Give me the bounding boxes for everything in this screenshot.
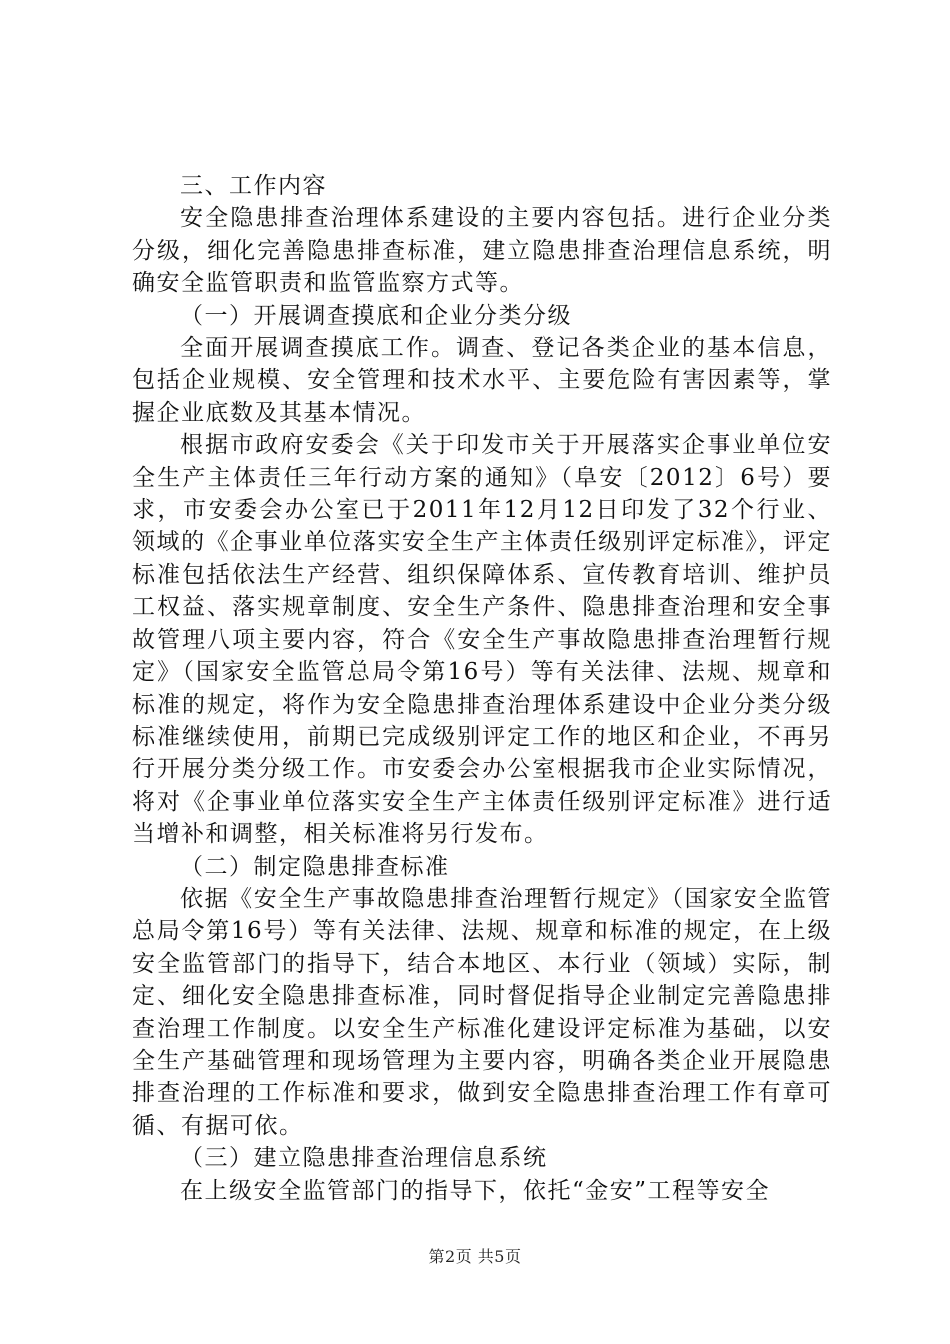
subheading-survey-classification: （一）开展调查摸底和企业分类分级	[180, 302, 572, 329]
paragraph-survey: 全面开展调查摸底工作。调查、登记各类企业的基本信息，包括企业规模、安全管理和技术水平、主要危险有害因素等，掌握企业底数及其基本情况。	[132, 335, 832, 426]
section-heading-work-content: 三、工作内容	[180, 173, 327, 199]
paragraph-hazard-standard: 依据《安全生产事故隐患排查治理暂行规定》（国家安全监管总局令第16号）等有关法律、法规、规章和标准的规定，在上级安全监管部门的指导下，结合本地区、本行业（领域）实际，制定、细化安全隐患排查标准，同时督促指导企业制定完善隐患排查治理工作制度。以安全生产标准化建设评定标准为基础，以安全生产基础管理和现场管理为主要内容，明确各类企业开展隐患排查治理的工作标准和要求，做到安全隐患排查治理工作有章可循、有据可依。	[132, 885, 832, 1139]
page-number-footer: 第2页 共5页	[428, 1247, 522, 1266]
subheading-info-system: （三）建立隐患排查治理信息系统	[180, 1145, 548, 1172]
subheading-hazard-standard: （二）制定隐患排查标准	[180, 853, 450, 880]
paragraph-info-system: 在上级安全监管部门的指导下，依托“金安”工程等安全	[180, 1177, 771, 1204]
paragraph-main-content: 安全隐患排查治理体系建设的主要内容包括。进行企业分类分级，细化完善隐患排查标准，建立隐患排查治理信息系统，明确安全监管职责和监管监察方式等。	[132, 205, 832, 297]
document-body	[132, 170, 832, 1207]
paragraph-evaluation-standard: 根据市政府安委会《关于印发市关于开展落实企事业单位安全生产主体责任三年行动方案的通知》（阜安〔2012〕6号）要求，市安委会办公室已于2011年12月12日印发了32个行业、领域的《企事业单位落实安全生产主体责任级别评定标准》，评定标准包括依法生产经营、组织保障体系、宣传教育培训、维护员工权益、落实规章制度、安全生产条件、隐患排查治理和安全事故管理八项主要内容，符合《安全生产事故隐患排查治理暂行规定》（国家安全监管总局令第16号）等有关法律、法规、规章和标准的规定，将作为安全隐患排查治理体系建设中企业分类分级标准继续使用，前期已完成级别评定工作的地区和企业，不再另行开展分类分级工作。市安委会办公室根据我市企业实际情况，将对《企事业单位落实安全生产主体责任级别评定标准》进行适当增补和调整，相关标准将另行发布。	[132, 432, 832, 848]
